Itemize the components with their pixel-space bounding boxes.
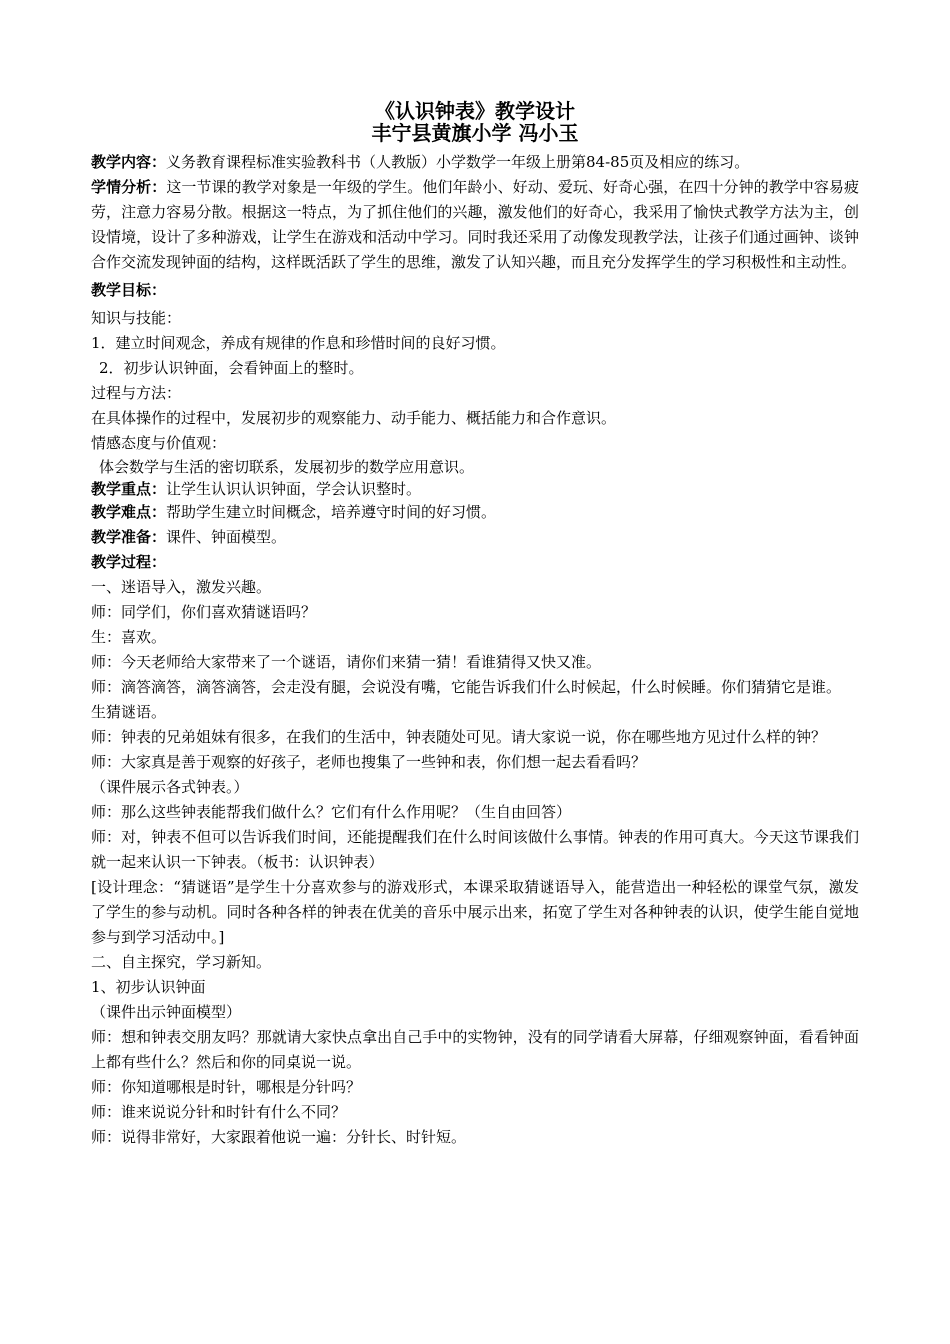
teaching-procedure-label [91, 550, 859, 575]
teaching-content-text: 义务教育课程标准实验教科书（人教版）小学数学一年级上册第84-85页及相应的练习。 [166, 153, 750, 171]
procedure-line: 师：谁来说说分针和时针有什么不同？ [91, 1103, 347, 1121]
teaching-key-label: 教学重点： [91, 480, 167, 498]
learning-analysis-text: 这一节课的教学对象是一年级的学生。他们年龄小、好动、爱玩、好奇心强，在四十分钟的教学中容易疲劳，注意力容易分散。根据这一特点，为了抓住他们的兴趣，激发他们的好奇心，我采用了愉快式教学方法为主，创设情境，设计了多种游戏，让学生在游戏和活动中学习。同时我还采用了动像发现教学法，让孩子们通过画钟、谈钟合作交流发现钟面的结构，这样既活跃了学生的思维，激发了认知兴趣，而且充分发挥学生的学习积极性和主动性。 [91, 178, 859, 271]
document-subtitle: 丰宁县黄旗小学 冯小玉 [371, 121, 579, 145]
teaching-prep [91, 525, 859, 550]
learning-analysis-label: 学情分析： [91, 178, 167, 196]
procedure-line: 二、自主探究，学习新知。 [91, 953, 272, 971]
procedure-line: （课件出示钟面模型） [91, 1003, 242, 1021]
procedure-line: 师：对，钟表不但可以告诉我们时间，还能提醒我们在什么时间该做什么事情。钟表的作用可真大。今天这节课我们就一起来认识一下钟表。（板书：认识钟表） [91, 828, 859, 871]
process-heading: 过程与方法： [91, 384, 182, 402]
procedure-line: 师：同学们，你们喜欢猜谜语吗？ [91, 603, 317, 621]
procedure-line: 一、迷语导入，激发兴趣。 [91, 578, 272, 596]
design-rationale: [设计理念：“猜谜语”是学生十分喜欢参与的游戏形式，本课采取猜谜语导入，能营造出一种轻松的课堂气氛，激发了学生的参与动机。同时各种各样的钟表在优美的音乐中展示出来，拓宽了学生对各种钟表的认识，使学生能自觉地参与到学习活动中。] [91, 878, 859, 946]
procedure-line: 师：大家真是善于观察的好孩子，老师也搜集了一些钟和表，你们想一起去看看吗？ [91, 753, 647, 771]
procedure-line: 师：今天老师给大家带来了一个谜语，请你们来猜一猜！看谁猜得又快又准。 [91, 653, 602, 671]
teaching-goals-label [91, 278, 859, 303]
procedure-line: （课件展示各式钟表。） [91, 778, 249, 796]
procedure-line: 师：滴答滴答，滴答滴答，会走没有腿，会说没有嘴，它能告诉我们什么时候起，什么时候睡。你们猜猜它是谁。 [91, 678, 842, 696]
procedure-line: 师：钟表的兄弟姐妹有很多，在我们的生活中，钟表随处可见。请大家说一说，你在哪些地方见过什么样的钟？ [91, 728, 827, 746]
teaching-key [91, 478, 859, 500]
process-text: 在具体操作的过程中，发展初步的观察能力、动手能力、概括能力和合作意识。 [91, 409, 617, 427]
teaching-procedure-label-text: 教学过程： [91, 553, 167, 571]
teaching-difficulty [91, 500, 859, 525]
procedure-line: 1、初步认识钟面 [91, 978, 206, 996]
teaching-content-label: 教学内容： [91, 153, 167, 171]
knowledge-item-1: 1．建立时间观念，养成有规律的作息和珍惜时间的良好习惯。 [91, 334, 506, 352]
procedure-line: 生猜谜语。 [91, 703, 167, 721]
document-page [91, 100, 859, 1150]
teaching-goals-label-text: 教学目标： [91, 281, 167, 299]
emotion-heading: 情感态度与价值观： [91, 434, 227, 452]
teaching-prep-label: 教学准备： [91, 528, 167, 546]
knowledge-heading: 知识与技能： [91, 309, 182, 327]
teaching-difficulty-text: 帮助学生建立时间概念，培养遵守时间的好习惯。 [166, 503, 497, 521]
procedure-line: 生：喜欢。 [91, 628, 167, 646]
procedure-line: 师：你知道哪根是时针，哪根是分针吗？ [91, 1078, 362, 1096]
teaching-key-text: 让学生认识认识钟面，学会认识整时。 [166, 480, 422, 498]
procedure-line: 师：那么这些钟表能帮我们做什么？它们有什么作用呢？（生自由回答） [91, 803, 572, 821]
emotion-text: 体会数学与生活的密切联系，发展初步的数学应用意识。 [99, 458, 475, 476]
knowledge-item-2: 2．初步认识钟面，会看钟面上的整时。 [99, 359, 364, 377]
procedure-line: 师：说得非常好，大家跟着他说一遍：分针长、时针短。 [91, 1128, 467, 1146]
teaching-content [91, 150, 859, 175]
teaching-prep-text: 课件、钟面模型。 [166, 528, 287, 546]
teaching-difficulty-label: 教学难点： [91, 503, 167, 521]
document-title: 《认识钟表》教学设计 [375, 99, 575, 123]
procedure-line: 师：想和钟表交朋友吗？那就请大家快点拿出自己手中的实物钟，没有的同学请看大屏幕，仔细观察钟面，看看钟面上都有些什么？然后和你的同桌说一说。 [91, 1028, 859, 1071]
learning-analysis [91, 175, 859, 275]
